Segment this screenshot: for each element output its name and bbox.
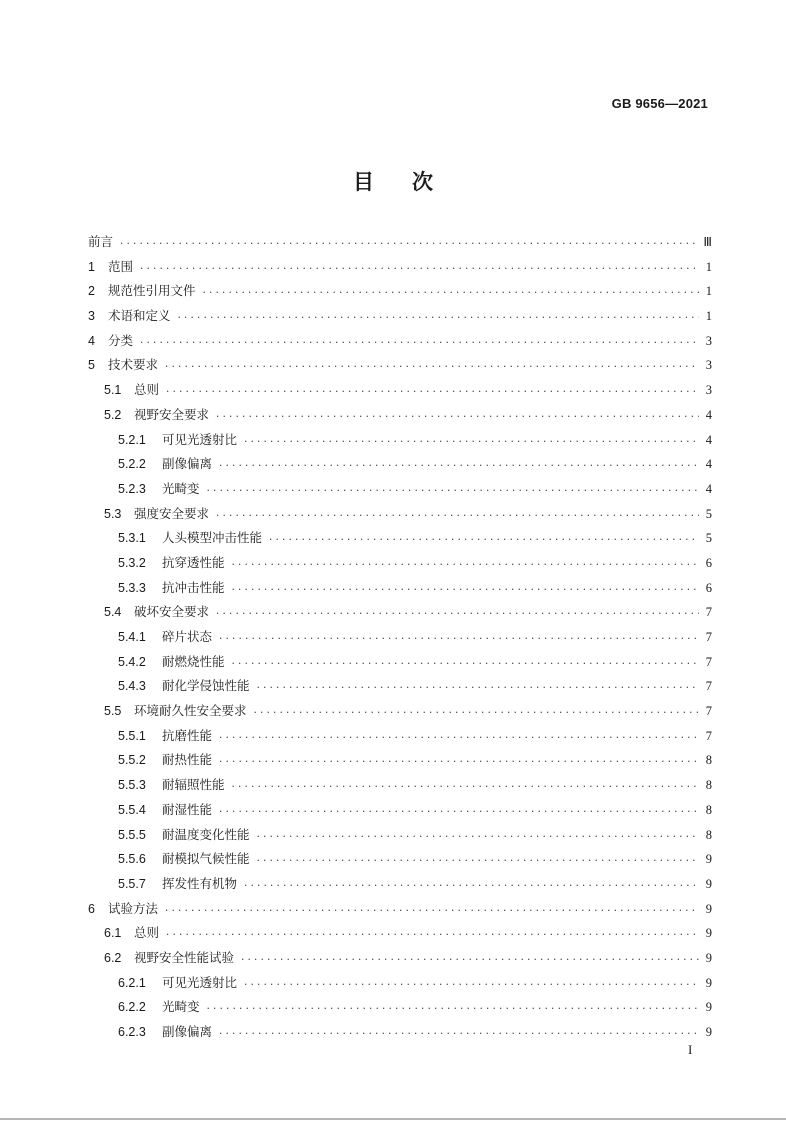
- toc-entry-title: 人头模型冲击性能: [162, 530, 263, 546]
- toc-entry-number: 5.3.2: [118, 555, 146, 570]
- toc-entry[interactable]: [88, 946, 712, 971]
- toc-entry-title: 前言: [88, 234, 114, 249]
- toc-entry-title: 视野安全性能试验: [134, 949, 235, 965]
- toc-dot-leader: [218, 454, 699, 479]
- toc-entry-title: 碎片状态: [162, 629, 213, 644]
- toc-entry-title: 耐热性能: [162, 752, 213, 768]
- toc-dot-leader: [268, 528, 699, 553]
- standard-code: GB 9656—2021: [611, 96, 708, 111]
- toc-entry[interactable]: [88, 576, 712, 601]
- toc-entry-title: 可见光透射比: [162, 431, 238, 447]
- toc-entry-page: 1: [705, 309, 712, 324]
- toc-entry-page: 9: [705, 926, 712, 941]
- toc-entry-title: 可见光透射比: [162, 974, 238, 990]
- toc-dot-leader: [218, 726, 699, 751]
- toc-entry-title: 光畸变: [162, 480, 200, 496]
- toc-entry-number: 5.5.5: [118, 827, 146, 842]
- toc-entry-page: 8: [705, 802, 712, 817]
- toc-entry-number: 1: [88, 259, 95, 274]
- toc-dot-leader: [218, 1022, 699, 1047]
- toc-entry-number: 6.2: [104, 950, 122, 965]
- toc-dot-leader: [177, 306, 699, 331]
- toc-entry-page: 1: [705, 284, 712, 299]
- toc-entry-title: 环境耐久性安全要求: [134, 703, 247, 719]
- toc-entry-page: 9: [705, 876, 712, 891]
- toc-entry[interactable]: [88, 674, 712, 699]
- toc-dot-leader: [139, 331, 699, 356]
- toc-entry[interactable]: [88, 897, 712, 922]
- toc-entry-page: 1: [705, 259, 712, 274]
- toc-entry[interactable]: [88, 699, 712, 724]
- toc-entry[interactable]: [88, 1020, 712, 1045]
- toc-entry-number: 2: [88, 284, 95, 299]
- toc-entry-number: 4: [88, 333, 95, 348]
- page-title-char-1: 目: [353, 169, 374, 194]
- toc-dot-leader: [215, 602, 699, 627]
- toc-entry-page: 9: [705, 901, 712, 916]
- toc-entry-number: 6.2.1: [118, 975, 146, 990]
- toc-entry-page: 7: [705, 654, 712, 669]
- toc-entry[interactable]: [88, 971, 712, 996]
- toc-entry-page: 3: [705, 358, 712, 373]
- toc-entry-title: 耐化学侵蚀性能: [162, 678, 250, 694]
- toc-entry-page: 4: [705, 457, 712, 472]
- toc-entry[interactable]: [88, 329, 712, 354]
- toc-entry-title: 试验方法: [108, 900, 159, 916]
- page-title: [0, 166, 786, 196]
- toc-entry[interactable]: [88, 353, 712, 378]
- bottom-divider: [0, 1118, 786, 1120]
- toc-entry-title: 技术要求: [108, 357, 159, 373]
- toc-entry[interactable]: [88, 748, 712, 773]
- toc-dot-leader: [253, 701, 699, 726]
- toc-entry-number: 5.3: [104, 506, 122, 521]
- toc-entry-title: 破坏安全要求: [134, 604, 210, 620]
- toc-entry[interactable]: [88, 724, 712, 749]
- toc-entry-title: 强度安全要求: [134, 505, 210, 521]
- toc-entry[interactable]: [88, 502, 712, 527]
- toc-entry-page: 9: [705, 975, 712, 990]
- toc-entry-number: 5: [88, 358, 95, 373]
- toc-entry-page: 9: [705, 1025, 712, 1039]
- toc-entry-number: 5.3.1: [118, 531, 146, 546]
- toc-entry[interactable]: [88, 279, 712, 304]
- toc-entry-page: 7: [705, 605, 712, 620]
- toc-dot-leader: [215, 504, 699, 529]
- toc-dot-leader: [256, 849, 699, 874]
- toc-entry-number: 5.5.4: [118, 802, 146, 817]
- toc-entry[interactable]: [88, 526, 712, 551]
- toc-entry-title: 耐燃烧性能: [162, 653, 225, 669]
- toc-entry-page: 4: [705, 481, 712, 496]
- toc-dot-leader: [218, 627, 699, 652]
- toc-entry-page: 6: [705, 555, 712, 570]
- toc-entry-title: 抗磨性能: [162, 727, 213, 743]
- toc-dot-leader: [243, 874, 699, 899]
- toc-entry-number: 6: [88, 901, 95, 916]
- toc-entry-number: 6.2.2: [118, 1000, 146, 1015]
- toc-entry-page: 4: [705, 407, 712, 422]
- toc-dot-leader: [243, 973, 699, 998]
- toc-entry-page: 8: [705, 827, 712, 842]
- toc-entry-number: 5.4.3: [118, 679, 146, 694]
- toc-dot-leader: [215, 405, 699, 430]
- toc-entry[interactable]: [88, 378, 712, 403]
- page-number: I: [688, 1042, 693, 1057]
- toc-entry-title: 副像偏离: [162, 1024, 213, 1039]
- toc-entry-page: 7: [705, 704, 712, 719]
- toc-dot-leader: [164, 899, 699, 924]
- toc-dot-leader: [164, 355, 699, 380]
- toc-entry-number: 5.5.7: [118, 876, 146, 891]
- toc-entry-page: 8: [705, 753, 712, 768]
- toc-dot-leader: [206, 479, 699, 504]
- toc-entry-number: 6.2.3: [118, 1025, 146, 1039]
- toc-entry-number: 5.4.1: [118, 630, 146, 644]
- toc-dot-leader: [256, 676, 699, 701]
- toc-dot-leader: [202, 281, 699, 306]
- toc-entry-title: 挥发性有机物: [162, 875, 238, 891]
- toc-entry-page: 7: [705, 630, 712, 644]
- toc-entry-number: 5.4.2: [118, 654, 146, 669]
- toc-dot-leader: [165, 923, 699, 948]
- toc-entry-page: 9: [705, 1000, 712, 1015]
- toc-entry-title: 光畸变: [162, 999, 200, 1015]
- toc-dot-leader: [231, 578, 699, 603]
- toc-entry-number: 5.5.6: [118, 852, 146, 867]
- toc-entry-number: 5.5.1: [118, 728, 146, 743]
- toc-entry-page: 5: [705, 531, 712, 546]
- toc-entry-number: 5.2.1: [118, 432, 146, 447]
- toc-entry-title: 耐湿性能: [162, 801, 213, 817]
- toc-entry[interactable]: [88, 551, 712, 576]
- toc-entry-page: 7: [705, 679, 712, 694]
- toc-entry-number: 5.1: [104, 383, 122, 398]
- table-of-contents: [88, 230, 712, 1045]
- toc-entry-page: 9: [705, 950, 712, 965]
- toc-entry-title: 视野安全要求: [134, 406, 210, 422]
- toc-entry-number: 5.5.3: [118, 778, 146, 793]
- toc-entry-page: 9: [705, 852, 712, 867]
- toc-entry-title: 副像偏离: [162, 456, 213, 472]
- page-title-char-2: 次: [412, 169, 433, 194]
- toc-entry[interactable]: [88, 625, 712, 650]
- toc-entry[interactable]: [88, 428, 712, 453]
- toc-entry-number: 5.2.2: [118, 457, 146, 472]
- toc-dot-leader: [119, 232, 699, 257]
- toc-entry[interactable]: [88, 230, 712, 255]
- toc-entry-page: 3: [705, 333, 712, 348]
- toc-entry-page: 7: [705, 728, 712, 743]
- toc-entry-page: 6: [705, 580, 712, 595]
- toc-entry-number: 5.2: [104, 407, 122, 422]
- toc-entry-title: 术语和定义: [108, 308, 171, 324]
- toc-entry-number: 5.3.3: [118, 580, 146, 595]
- toc-dot-leader: [231, 652, 699, 677]
- toc-entry[interactable]: [88, 403, 712, 428]
- toc-entry-number: 5.5.2: [118, 753, 146, 768]
- toc-entry-page: Ⅲ: [703, 235, 712, 249]
- toc-entry[interactable]: [88, 847, 712, 872]
- toc-entry-page: 4: [705, 432, 712, 447]
- toc-entry-title: 总则: [134, 925, 160, 941]
- toc-entry[interactable]: [88, 921, 712, 946]
- toc-dot-leader: [165, 380, 699, 405]
- toc-entry[interactable]: [88, 255, 712, 280]
- toc-entry-title: 分类: [108, 332, 134, 348]
- toc-entry-title: 规范性引用文件: [108, 283, 196, 299]
- toc-dot-leader: [218, 800, 699, 825]
- toc-dot-leader: [139, 257, 699, 282]
- toc-entry[interactable]: [88, 773, 712, 798]
- toc-entry-number: 5.4: [104, 605, 122, 620]
- toc-entry[interactable]: [88, 995, 712, 1020]
- toc-entry[interactable]: [88, 798, 712, 823]
- toc-dot-leader: [206, 997, 699, 1022]
- toc-entry-number: 5.5: [104, 704, 122, 719]
- toc-entry[interactable]: [88, 650, 712, 675]
- toc-entry[interactable]: [88, 477, 712, 502]
- toc-entry-page: 5: [705, 506, 712, 521]
- toc-entry-title: 抗冲击性能: [162, 579, 225, 595]
- toc-entry[interactable]: [88, 304, 712, 329]
- toc-dot-leader: [231, 775, 699, 800]
- toc-entry[interactable]: [88, 872, 712, 897]
- toc-entry-title: 范围: [108, 258, 134, 274]
- toc-entry-title: 抗穿透性能: [162, 554, 225, 570]
- toc-dot-leader: [240, 948, 699, 973]
- toc-entry[interactable]: [88, 823, 712, 848]
- toc-entry[interactable]: [88, 452, 712, 477]
- toc-entry[interactable]: [88, 600, 712, 625]
- toc-dot-leader: [218, 750, 699, 775]
- toc-entry-number: 5.2.3: [118, 481, 146, 496]
- toc-entry-title: 耐辐照性能: [162, 777, 225, 793]
- toc-dot-leader: [231, 553, 699, 578]
- toc-entry-number: 3: [88, 309, 95, 324]
- toc-entry-page: 8: [705, 778, 712, 793]
- toc-entry-number: 6.1: [104, 926, 122, 941]
- toc-entry-page: 3: [705, 383, 712, 398]
- toc-dot-leader: [243, 430, 699, 455]
- toc-entry-title: 总则: [134, 382, 160, 398]
- toc-dot-leader: [256, 825, 699, 850]
- toc-entry-title: 耐温度变化性能: [162, 826, 250, 842]
- toc-entry-title: 耐模拟气候性能: [162, 851, 250, 867]
